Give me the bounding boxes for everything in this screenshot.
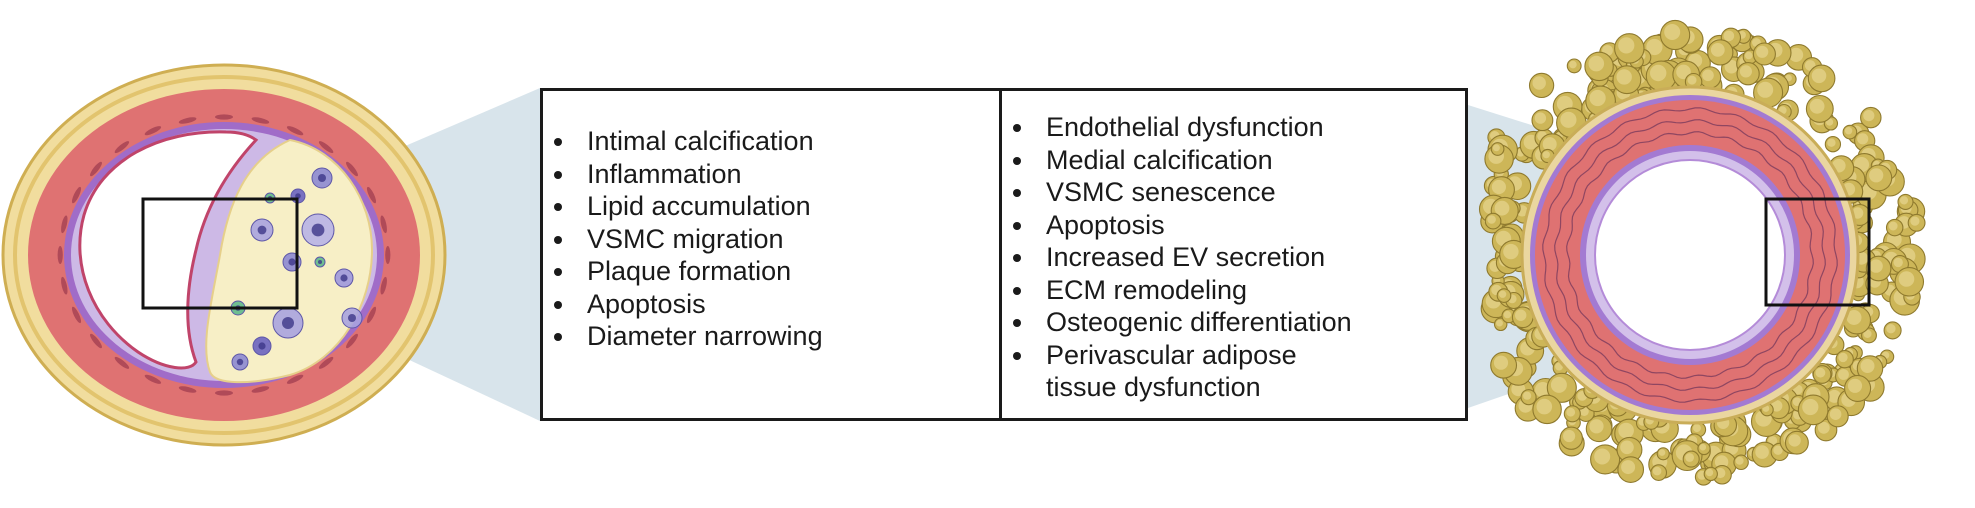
adipocyte-highlight [1515,310,1526,321]
adipocyte-highlight [1685,453,1694,462]
adipocyte-highlight [1838,369,1849,380]
adipocyte-highlight [1688,76,1697,85]
cell-nucleus [340,274,347,281]
adipocyte-highlight [1802,399,1818,415]
adipocyte-highlight [1724,31,1735,42]
cell-nucleus [312,224,325,237]
adipocyte-highlight [1863,110,1874,121]
arteriosclerosis-features-box [999,88,1468,421]
list-item: Apoptosis [1002,209,1352,242]
adipocyte-highlight [1736,457,1744,465]
adipocyte-highlight [1816,368,1826,378]
adipocyte-highlight [1569,61,1577,69]
adipocyte-highlight [1900,196,1908,204]
adipocyte-highlight [1848,379,1862,393]
list-item: Inflammation [543,158,823,191]
list-item: Diameter narrowing [543,320,823,353]
adipocyte-highlight [1869,168,1883,182]
cell-nucleus [258,226,267,235]
adipocyte-highlight [1755,445,1769,459]
list-item: ECM remodeling [1002,274,1352,307]
adipocyte-highlight [1711,43,1725,57]
cell-nucleus [318,260,322,264]
adipocyte-highlight [1523,392,1531,400]
atherosclerosis-features-box [540,88,1002,421]
adipocyte-highlight [1543,151,1550,158]
adipocyte-highlight [1845,127,1852,134]
adipocyte-highlight [1894,258,1903,267]
list-item: Intimal calcification [543,125,823,158]
adipocyte-highlight [1812,69,1827,84]
smooth-muscle-nucleus [385,246,390,264]
adipocyte-highlight [1487,215,1496,224]
adipocyte-highlight [1589,56,1605,72]
adipocyte-highlight [1700,444,1707,451]
list-item: Apoptosis [543,288,823,321]
adipocyte-highlight [1617,69,1632,84]
smooth-muscle-nucleus [215,390,233,395]
adipocyte-highlight [1810,99,1825,114]
adipocyte-highlight [1653,467,1662,476]
adipocyte-highlight [1494,356,1508,370]
adipocyte-highlight [1861,359,1875,373]
adipocyte-highlight [1543,137,1557,151]
smooth-muscle-nucleus [58,246,63,264]
list-item: VSMC migration [543,223,823,256]
list-item: Lipid accumulation [543,190,823,223]
adipocyte-highlight [1589,419,1603,433]
adipocyte-highlight [1702,70,1714,82]
adipocyte-highlight [1788,434,1800,446]
adipocyte-highlight [1537,399,1553,415]
list-item: Medial calcification [1002,144,1352,177]
adipocyte-highlight [1495,201,1510,216]
adipocyte-highlight [1664,24,1680,40]
list-item: Endothelial dysfunction [1002,111,1352,144]
adipocyte-highlight [1757,82,1773,98]
list-item: Osteogenic differentiation [1002,306,1352,339]
cell-nucleus [348,314,356,322]
adipocyte-highlight [1827,139,1835,147]
atherosclerotic-artery [3,65,445,445]
adipocyte-highlight [1740,65,1752,77]
smooth-muscle-nucleus [215,114,233,119]
cell-nucleus [288,258,295,265]
adipocyte-highlight [1910,217,1919,226]
adipocyte-highlight [1857,133,1868,144]
adipocyte-highlight [1594,449,1610,465]
adipocyte-highlight [1496,320,1503,327]
list-item: Perivascular adipose [1002,339,1352,372]
lumen-right [1595,160,1785,350]
list-item: Plaque formation [543,255,823,288]
adipocyte-highlight [1756,46,1768,58]
atherosclerosis-features-list [543,125,823,353]
adipocyte-highlight [1830,408,1842,420]
adipocyte-highlight [1869,259,1882,272]
adipocyte-highlight [1659,449,1666,456]
adipocyte-highlight [1886,324,1895,333]
cell-nucleus [318,174,326,182]
adipocyte-highlight [1563,430,1575,442]
adipocyte-highlight [1533,76,1546,89]
list-item-continuation: tissue dysfunction [1046,372,1261,402]
adipocyte-highlight [1503,244,1518,259]
adipocyte-highlight [1493,144,1500,151]
adipocyte-highlight [1590,90,1606,106]
adipocyte-highlight [1566,408,1575,417]
adipocyte-highlight [1650,65,1666,81]
adipocyte-highlight [1745,52,1753,60]
list-item: Increased EV secretion [1002,241,1352,274]
adipocyte-highlight [1618,423,1634,439]
adipocyte-highlight [1551,377,1567,393]
list-item: VSMC senescence [1002,176,1352,209]
adipocyte-highlight [1499,291,1506,298]
adipocyte-highlight [1621,460,1635,474]
adipocyte-highlight [1618,37,1634,53]
adipocyte-highlight [1560,112,1576,128]
cell-nucleus [258,342,265,349]
aged-artery [1480,20,1926,485]
adipocyte-highlight [1504,311,1511,318]
arteriosclerosis-features-list [1002,111,1352,404]
cell-nucleus [282,317,294,329]
adipocyte-highlight [1492,180,1506,194]
adipocyte-highlight [1889,222,1898,231]
adipocyte-highlight [1899,271,1915,287]
adipocyte-highlight [1706,469,1713,476]
cell-nucleus [237,359,243,365]
adipocyte-highlight [1693,424,1701,432]
adipocyte-highlight [1620,441,1634,455]
adipocyte-highlight [1535,112,1546,123]
adipocyte-highlight [1838,353,1847,362]
